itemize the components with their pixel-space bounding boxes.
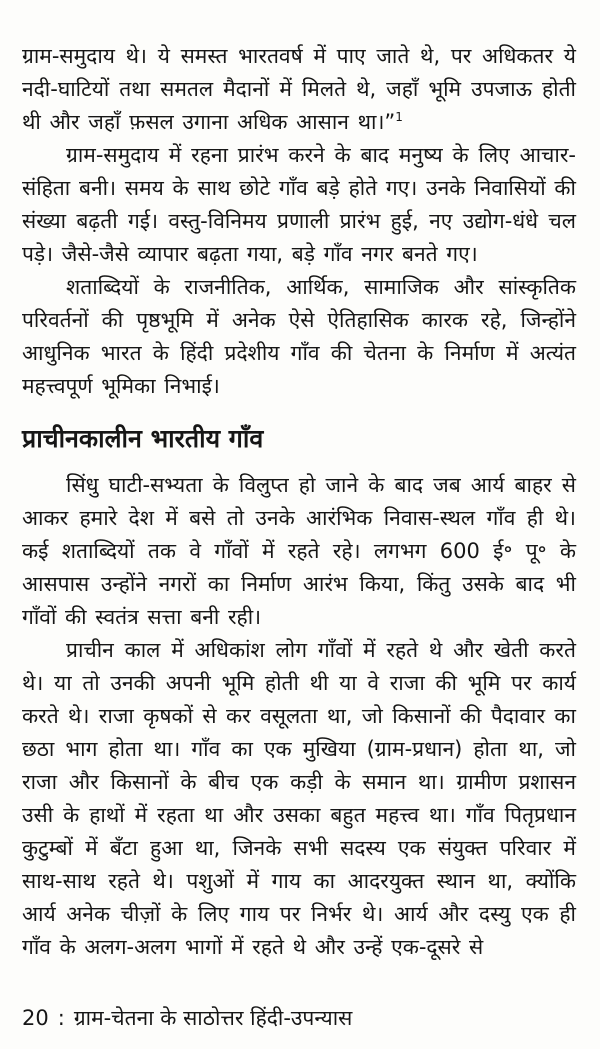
page-number: 20 <box>22 1006 49 1030</box>
book-title: ग्राम-चेतना के साठोत्तर हिंदी-उपन्यास <box>73 1006 353 1030</box>
paragraph-text: ग्राम-समुदाय थे। ये समस्त भारतवर्ष में पाए जाते थे, पर अधिकतर ये नदी-घाटियों तथा समतल मैदानों में मिलते थे, जहाँ भूमि उपजाऊ होती थी और जहाँ फ़सल उगाना अधिक आसान था।” <box>22 44 577 134</box>
paragraph: ग्राम-समुदाय में रहना प्रारंभ करने के बाद मनुष्य के लिए आचार-संहिता बनी। समय के साथ छोटे गाँव बड़े होते गए। उनके निवासियों की संख्या बढ़ती गई। वस्तु-विनिमय प्रणाली प्रारंभ हुई, नए उद्योग-धंधे चल पड़े। जैसे-जैसे व्यापार बढ़ता गया, बड़े गाँव नगर बनते गए। <box>22 143 576 266</box>
section-heading: प्राचीनकालीन भारतीय गाँव <box>22 424 264 453</box>
paragraph-opening <box>22 40 576 139</box>
paragraph: शताब्दियों के राजनीतिक, आर्थिक, सामाजिक और सांस्कृतिक परिवर्तनों की पृष्ठभूमि में अनेक ऐसे ऐतिहासिक कारक रहे, जिन्होंने आधुनिक भारत के हिंदी प्रदेशीय गाँव की चेतना के निर्माण में अत्यंत महत्त्वपूर्ण भूमिका निभाई। <box>22 275 576 398</box>
page-footer <box>22 1005 352 1031</box>
paragraph: प्राचीन काल में अधिकांश लोग गाँवों में रहते थे और खेती करते थे। या तो उनकी अपनी भूमि होती थी या वे राजा की भूमि पर कार्य करते थे। राजा कृषकों से कर वसूलता था, जो किसानों की पैदावार का छठा भाग होता था। गाँव का एक मुखिया (ग्राम-प्रधान) होता था, जो राजा और किसानों के बीच एक कड़ी के समान था। ग्रामीण प्रशासन उसी के हाथों में रहता था और उसका बहुत महत्त्व था। गाँव पितृप्रधान कुटुम्बों में बँटा हुआ था, जिनके सभी सदस्य एक संयुक्त परिवार में साथ-साथ रहते थे। पशुओं में गाय का आदरयुक्त स्थान था, क्योंकि आर्य अनेक चीज़ों के लिए गाय पर निर्भर थे। आर्य और दस्यु एक ही गाँव के अलग-अलग भागों में रहते थे और उन्हें एक-दूसरे से <box>22 638 576 959</box>
footnote-ref: 1 <box>395 110 403 124</box>
paragraph: सिंधु घाटी-सभ्यता के विलुप्त हो जाने के बाद जब आर्य बाहर से आकर हमारे देश में बसे तो उनके आरंभिक निवास-स्थल गाँव ही थे। कई शताब्दियों तक वे गाँवों में रहते रहे। लगभग 600 ई॰ पू॰ के आसपास उन्होंने नगरों का निर्माण आरंभ किया, किंतु उसके बाद भी गाँवों की स्वतंत्र सत्ता बनी रही। <box>22 473 576 629</box>
footer-separator: : <box>57 1006 65 1030</box>
